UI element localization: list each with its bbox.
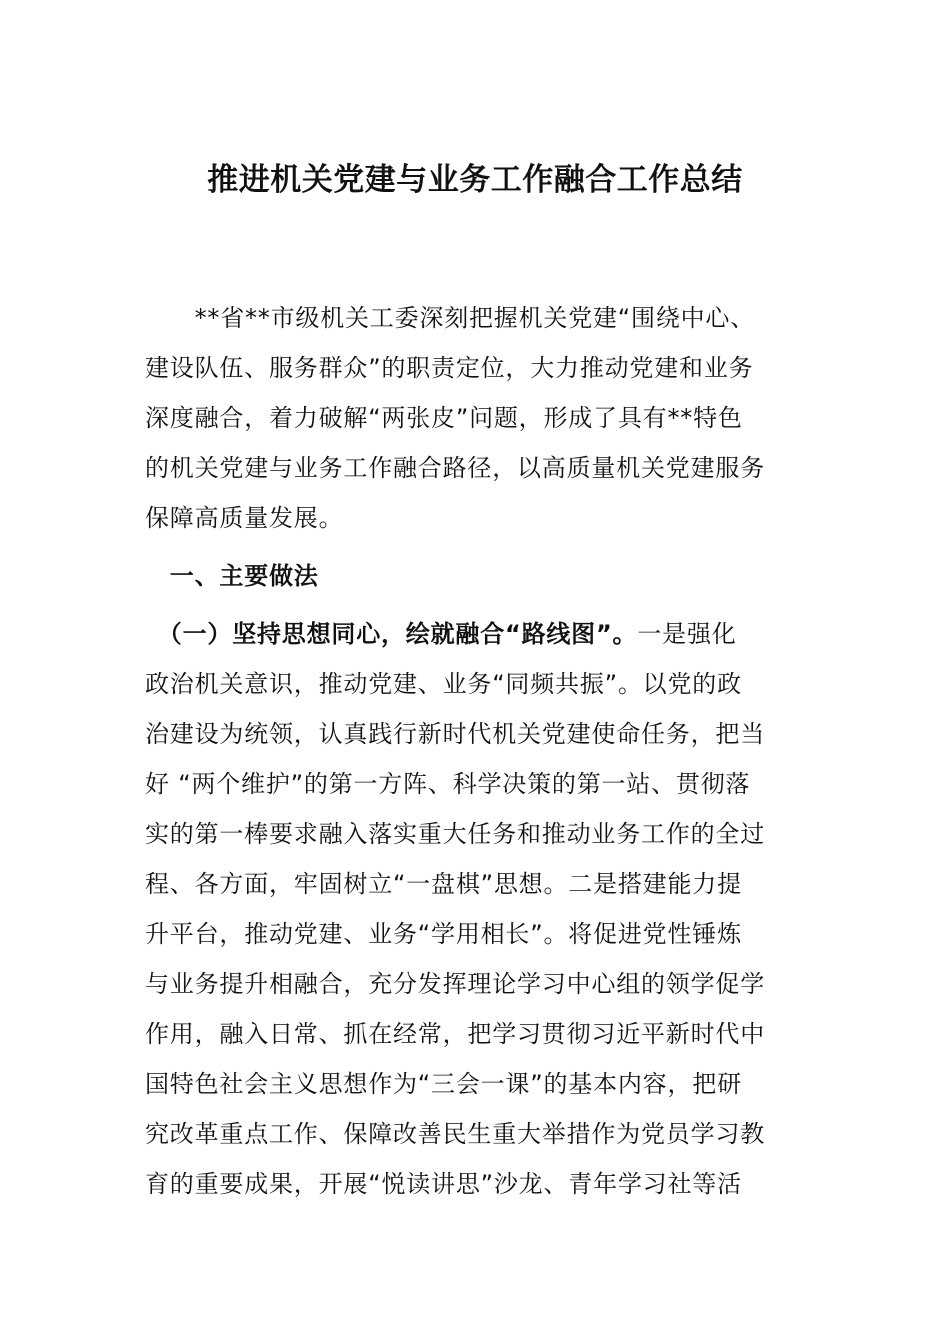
body-line: 国特色社会主义思想作为“三会一课”的基本内容，把研: [145, 1070, 742, 1098]
body-line: 究改革重点工作、保障改善民生重大举措作为党员学习教: [145, 1120, 765, 1148]
subsection-heading: （一）坚持思想同心，绘就融合“路线图”。: [145, 620, 638, 648]
intro-line: 建设队伍、服务群众”的职责定位，大力推动党建和业务: [145, 354, 754, 382]
document-title: 推进机关党建与业务工作融合工作总结: [207, 162, 743, 198]
subsection-first-line-rest: 一是强化: [637, 620, 737, 648]
body-line: 程、各方面，牢固树立“一盘棋”思想。二是搭建能力提: [145, 870, 742, 898]
body-line: 政治机关意识，推动党建、业务“同频共振”。以党的政: [145, 670, 742, 698]
intro-line: 的机关党建与业务工作融合路径，以高质量机关党建服务: [145, 454, 765, 482]
subsection-first-line: [145, 614, 805, 654]
body-line: 实的第一棒要求融入落实重大任务和推动业务工作的全过: [145, 820, 765, 848]
body-line: 与业务提升相融合，充分发挥理论学习中心组的领学促学: [145, 970, 765, 998]
body-line: 育的重要成果，开展“悦读讲思”沙龙、青年学习社等活: [145, 1170, 742, 1198]
intro-line: 保障高质量发展。: [145, 504, 344, 532]
intro-line: **省**市级机关工委深刻把握机关党建“围绕中心、: [145, 304, 756, 332]
body-line: 治建设为统领，认真践行新时代机关党建使命任务，把当: [145, 720, 765, 748]
body-line: 好 “两个维护”的第一方阵、科学决策的第一站、贯彻落: [145, 770, 751, 798]
body-line: 作用，融入日常、抓在经常，把学习贯彻习近平新时代中: [145, 1020, 765, 1048]
intro-line: 深度融合，着力破解“两张皮”问题，形成了具有**特色: [145, 404, 743, 432]
section-heading: 一、主要做法: [145, 562, 319, 590]
body-line: 升平台，推动党建、业务“学用相长”。将促进党性锤炼: [145, 920, 742, 948]
